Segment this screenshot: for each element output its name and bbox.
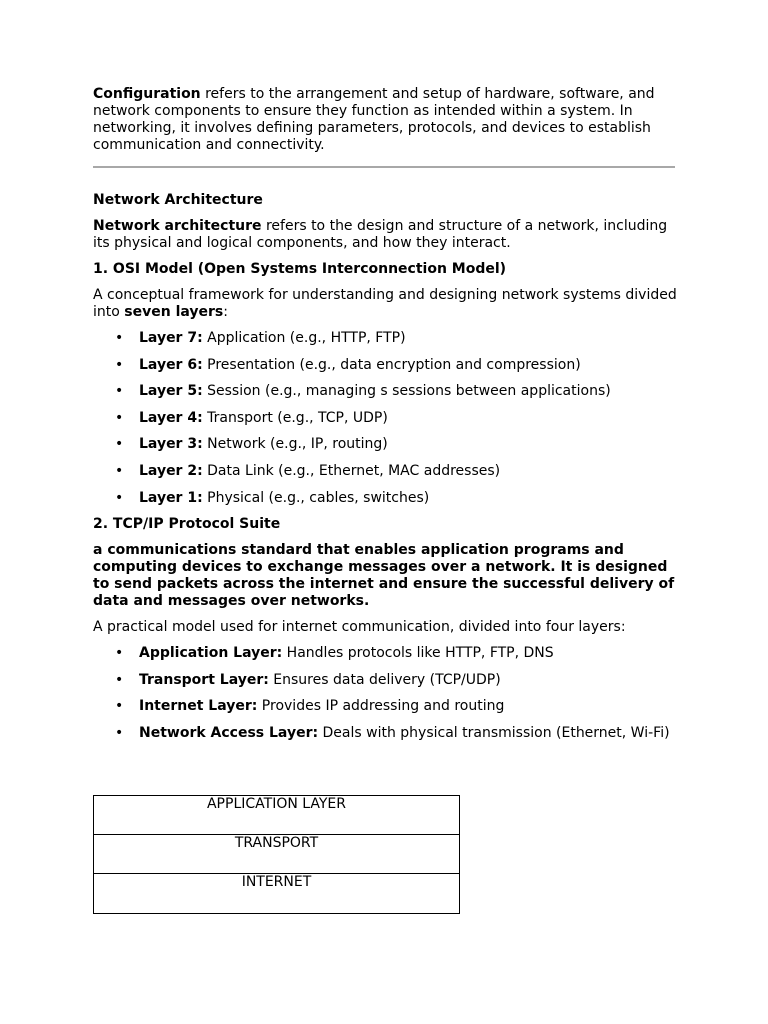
list-item: [93, 436, 678, 453]
list-item-label: Network Access Layer:: [139, 724, 319, 741]
tcpip-layer-table: [93, 795, 460, 914]
bullet-icon: •: [115, 671, 124, 688]
list-item-label: Layer 1:: [139, 489, 203, 506]
bullet-icon: •: [115, 436, 124, 453]
osi-desc-start: A conceptual framework for understanding and designing network systems divided into: [93, 287, 677, 320]
tcpip-description: A practical model used for internet communication, divided into four layers:: [93, 619, 626, 636]
intro-paragraph: [93, 86, 678, 154]
bullet-icon: •: [115, 462, 124, 479]
bullet-icon: •: [115, 698, 124, 715]
list-item-text: Physical (e.g., cables, switches): [202, 489, 430, 506]
list-item: [93, 645, 678, 662]
list-item-text: Presentation (e.g., data encryption and compression): [202, 356, 581, 373]
layer-table-cell: INTERNET: [241, 874, 312, 890]
document-content: [93, 86, 678, 752]
bullet-icon: •: [115, 330, 124, 346]
list-item-label: Layer 7:: [139, 330, 203, 346]
layer-table-cell: APPLICATION LAYER: [94, 796, 459, 835]
osi-layer-list: [93, 330, 678, 507]
list-item-text: Network (e.g., IP, routing): [202, 436, 388, 453]
tcpip-layer-list: [93, 645, 678, 742]
bullet-icon: •: [115, 489, 124, 506]
horizontal-rule: [93, 166, 675, 168]
list-item: [93, 357, 678, 374]
list-item-label: Internet Layer:: [139, 698, 258, 715]
list-item: [93, 725, 678, 742]
layer-table-cell: TRANSPORT: [94, 835, 459, 874]
list-item-label: Layer 3:: [139, 436, 203, 453]
intro-text: refers to the arrangement and setup of hardware, software, and network components to ensure they function as intended within a system. In networking, it involves defining parameters, protocols, and devices to establish communication and connectivity.: [93, 86, 655, 153]
bullet-icon: •: [115, 724, 124, 741]
bullet-icon: •: [115, 409, 124, 426]
architecture-paragraph: [93, 218, 678, 252]
osi-desc-end: :: [223, 304, 228, 320]
list-item: [93, 463, 678, 480]
list-item: [93, 490, 678, 507]
osi-heading: 1. OSI Model (Open Systems Interconnection Model): [93, 261, 507, 277]
architecture-heading: Network Architecture: [93, 192, 263, 208]
list-item-text: Deals with physical transmission (Ethernet, Wi-Fi): [318, 724, 670, 741]
list-item: [93, 383, 678, 400]
tcpip-bold-description: a communications standard that enables application programs and computing devices to exchange messages over a network. It is designed to send packets across the internet and ensure the successful delivery of data and messages over networks.: [93, 542, 675, 610]
list-item-text: Session (e.g., managing s sessions between applications): [202, 383, 611, 400]
list-item-label: Layer 5:: [139, 383, 203, 400]
architecture-text: refers to the design and structure of a network, including its physical and logical components, and how they interact.: [93, 218, 668, 251]
list-item-label: Layer 4:: [139, 409, 203, 426]
list-item-text: Provides IP addressing and routing: [257, 698, 505, 715]
list-item-label: Layer 6:: [139, 356, 203, 373]
list-item-label: Application Layer:: [139, 645, 283, 662]
bullet-icon: •: [115, 383, 124, 400]
list-item-text: Transport (e.g., TCP, UDP): [202, 409, 388, 426]
bullet-icon: •: [115, 645, 124, 662]
osi-description: [93, 287, 678, 321]
list-item-text: Handles protocols like HTTP, FTP, DNS: [282, 645, 554, 662]
list-item-label: Layer 2:: [139, 462, 203, 479]
architecture-term: Network architecture: [93, 218, 262, 234]
list-item: [93, 330, 678, 347]
intro-term: Configuration: [93, 86, 201, 102]
list-item-text: Application (e.g., HTTP, FTP): [202, 330, 406, 346]
list-item-text: Data Link (e.g., Ethernet, MAC addresses): [202, 462, 501, 479]
bullet-icon: •: [115, 356, 124, 373]
list-item-text: Ensures data delivery (TCP/UDP): [268, 671, 501, 688]
list-item: [93, 698, 678, 715]
tcpip-heading: 2. TCP/IP Protocol Suite: [93, 516, 281, 533]
list-item-label: Transport Layer:: [139, 671, 269, 688]
osi-desc-bold: seven layers: [124, 304, 224, 320]
list-item: [93, 672, 678, 689]
list-item: [93, 410, 678, 427]
